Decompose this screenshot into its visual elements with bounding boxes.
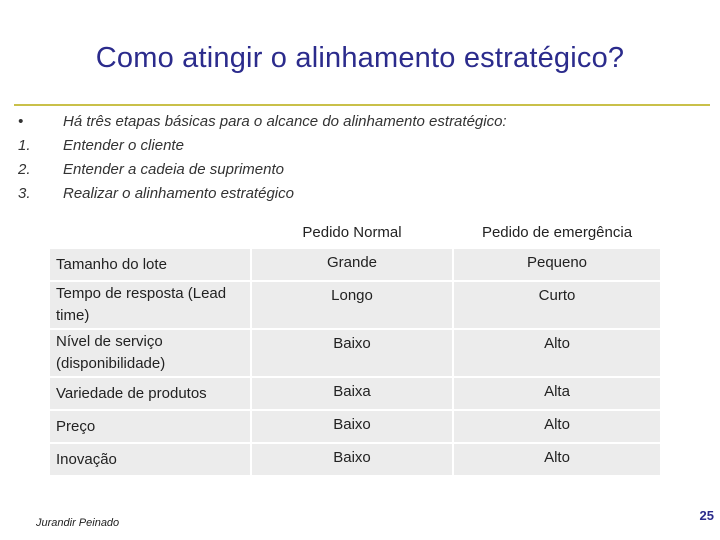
row-label: Nível de serviço (disponibilidade) xyxy=(50,330,250,376)
cell-normal: Longo xyxy=(252,282,452,328)
title-divider xyxy=(14,104,710,106)
footer-author: Jurandir Peinado xyxy=(36,517,120,529)
table-header-row xyxy=(50,215,660,249)
bullet-text: Entender a cadeia de suprimento xyxy=(63,161,284,178)
cell-emergency: Alto xyxy=(454,330,660,376)
cell-normal: Grande xyxy=(252,249,452,280)
table-row xyxy=(50,282,660,328)
cell-normal: Baixo xyxy=(252,330,452,376)
table-row xyxy=(50,444,660,475)
cell-emergency: Alta xyxy=(454,378,660,409)
cell-normal: Baixo xyxy=(252,411,452,442)
cell-normal: Baixo xyxy=(252,444,452,475)
cell-emergency: Alto xyxy=(454,411,660,442)
cell-emergency: Pequeno xyxy=(454,249,660,280)
bullet-text: Entender o cliente xyxy=(63,137,184,154)
row-label: Variedade de produtos xyxy=(50,378,250,409)
cell-normal: Baixa xyxy=(252,378,452,409)
header-pedido-normal: Pedido Normal xyxy=(302,223,402,241)
header-pedido-emergencia: Pedido de emergência xyxy=(481,223,633,241)
cell-emergency: Curto xyxy=(454,282,660,328)
row-label: Tamanho do lote xyxy=(50,249,250,280)
bullet-marker: 2. xyxy=(18,161,31,178)
row-label: Inovação xyxy=(50,444,250,475)
table-row xyxy=(50,330,660,376)
header-cell-empty xyxy=(50,215,250,249)
bullet-text: Realizar o alinhamento estratégico xyxy=(63,185,294,202)
table-row xyxy=(50,378,660,409)
list-item xyxy=(18,134,507,158)
table-row xyxy=(50,249,660,280)
bullet-marker: • xyxy=(18,113,24,130)
comparison-table xyxy=(50,215,660,475)
list-item xyxy=(18,158,507,182)
list-item xyxy=(18,182,507,206)
slide-title: Como atingir o alinhamento estratégico? xyxy=(95,42,625,74)
table-row xyxy=(50,411,660,442)
row-label: Tempo de resposta (Lead time) xyxy=(50,282,250,328)
bullet-marker: 3. xyxy=(18,185,31,202)
bullet-text: Há três etapas básicas para o alcance do alinhamento estratégico: xyxy=(63,113,507,130)
cell-emergency: Alto xyxy=(454,444,660,475)
page-number: 25 xyxy=(699,508,714,523)
row-label: Preço xyxy=(50,411,250,442)
bullet-list xyxy=(18,110,507,206)
list-item xyxy=(18,110,507,134)
bullet-marker: 1. xyxy=(18,137,31,154)
